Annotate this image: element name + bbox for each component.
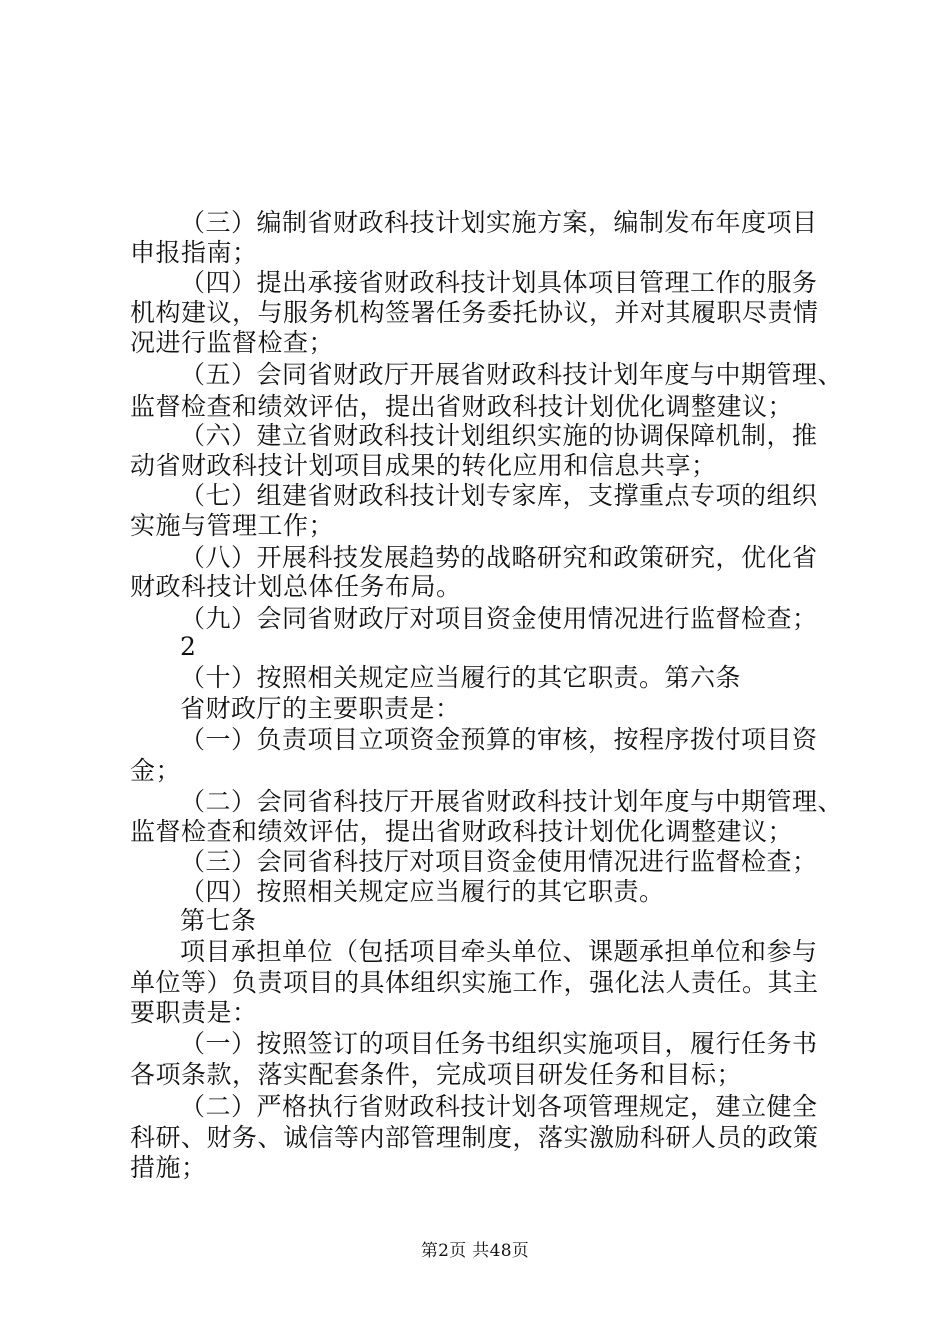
text-line-30: （二）严格执行省财政科技计划各项管理规定，建立健全	[180, 1092, 818, 1121]
text-line-14: （九）会同省财政厅对项目资金使用情况进行监督检查；	[180, 604, 818, 633]
text-line-13: 财政科技计划总体任务布局。	[130, 572, 462, 601]
text-line-16: （十）按照相关规定应当履行的其它职责。第六条	[180, 663, 742, 692]
text-line-21: 监督检查和绩效评估，提出省财政科技计划优化调整建议；	[130, 817, 794, 846]
text-line-2: 申报指南；	[130, 238, 258, 267]
text-line-8: （六）建立省财政科技计划组织实施的协调保障机制，推	[180, 421, 818, 450]
text-line-17: 省财政厅的主要职责是：	[180, 694, 461, 723]
text-line-32: 措施；	[130, 1153, 207, 1182]
page-number-marker: 2	[180, 632, 197, 661]
text-line-6: （五）会同省财政厅开展省财政科技计划年度与中期管理、	[180, 360, 844, 389]
text-line-19: 金；	[130, 756, 182, 785]
text-line-7: 监督检查和绩效评估，提出省财政科技计划优化调整建议；	[130, 392, 794, 421]
text-line-18: （一）负责项目立项资金预算的审核，按程序拨付项目资	[180, 725, 818, 754]
text-line-1: （三）编制省财政科技计划实施方案，编制发布年度项目	[180, 208, 818, 237]
text-line-22: （三）会同省科技厅对项目资金使用情况进行监督检查；	[180, 847, 818, 876]
text-line-9: 动省财政科技计划项目成果的转化应用和信息共享；	[130, 451, 717, 480]
text-line-20: （二）会同省科技厅开展省财政科技计划年度与中期管理、	[180, 787, 844, 816]
text-line-10: （七）组建省财政科技计划专家库，支撑重点专项的组织	[180, 481, 818, 510]
text-line-11: 实施与管理工作；	[130, 511, 335, 540]
text-line-28: （一）按照签订的项目任务书组织实施项目，履行任务书	[180, 1029, 818, 1058]
page-footer: 第2页 共48页	[420, 1241, 530, 1261]
text-line-27: 要职责是：	[130, 998, 258, 1027]
text-line-3: （四）提出承接省财政科技计划具体项目管理工作的服务	[180, 268, 818, 297]
text-line-23: （四）按照相关规定应当履行的其它职责。	[180, 877, 665, 906]
text-line-25: 项目承担单位（包括项目牵头单位、课题承担单位和参与	[180, 937, 818, 966]
text-line-29: 各项条款，落实配套条件，完成项目研发任务和目标；	[130, 1060, 743, 1089]
text-line-5: 况进行监督检查；	[130, 328, 335, 357]
article-heading-7: 第七条	[180, 906, 257, 935]
text-line-26: 单位等）负责项目的具体组织实施工作，强化法人责任。其主	[130, 968, 819, 997]
text-line-12: （八）开展科技发展趋势的战略研究和政策研究，优化省	[180, 543, 818, 572]
text-line-4: 机构建议，与服务机构签署任务委托协议，并对其履职尽责情	[130, 298, 819, 327]
text-line-31: 科研、财务、诚信等内部管理制度，落实激励科研人员的政策	[130, 1123, 819, 1152]
